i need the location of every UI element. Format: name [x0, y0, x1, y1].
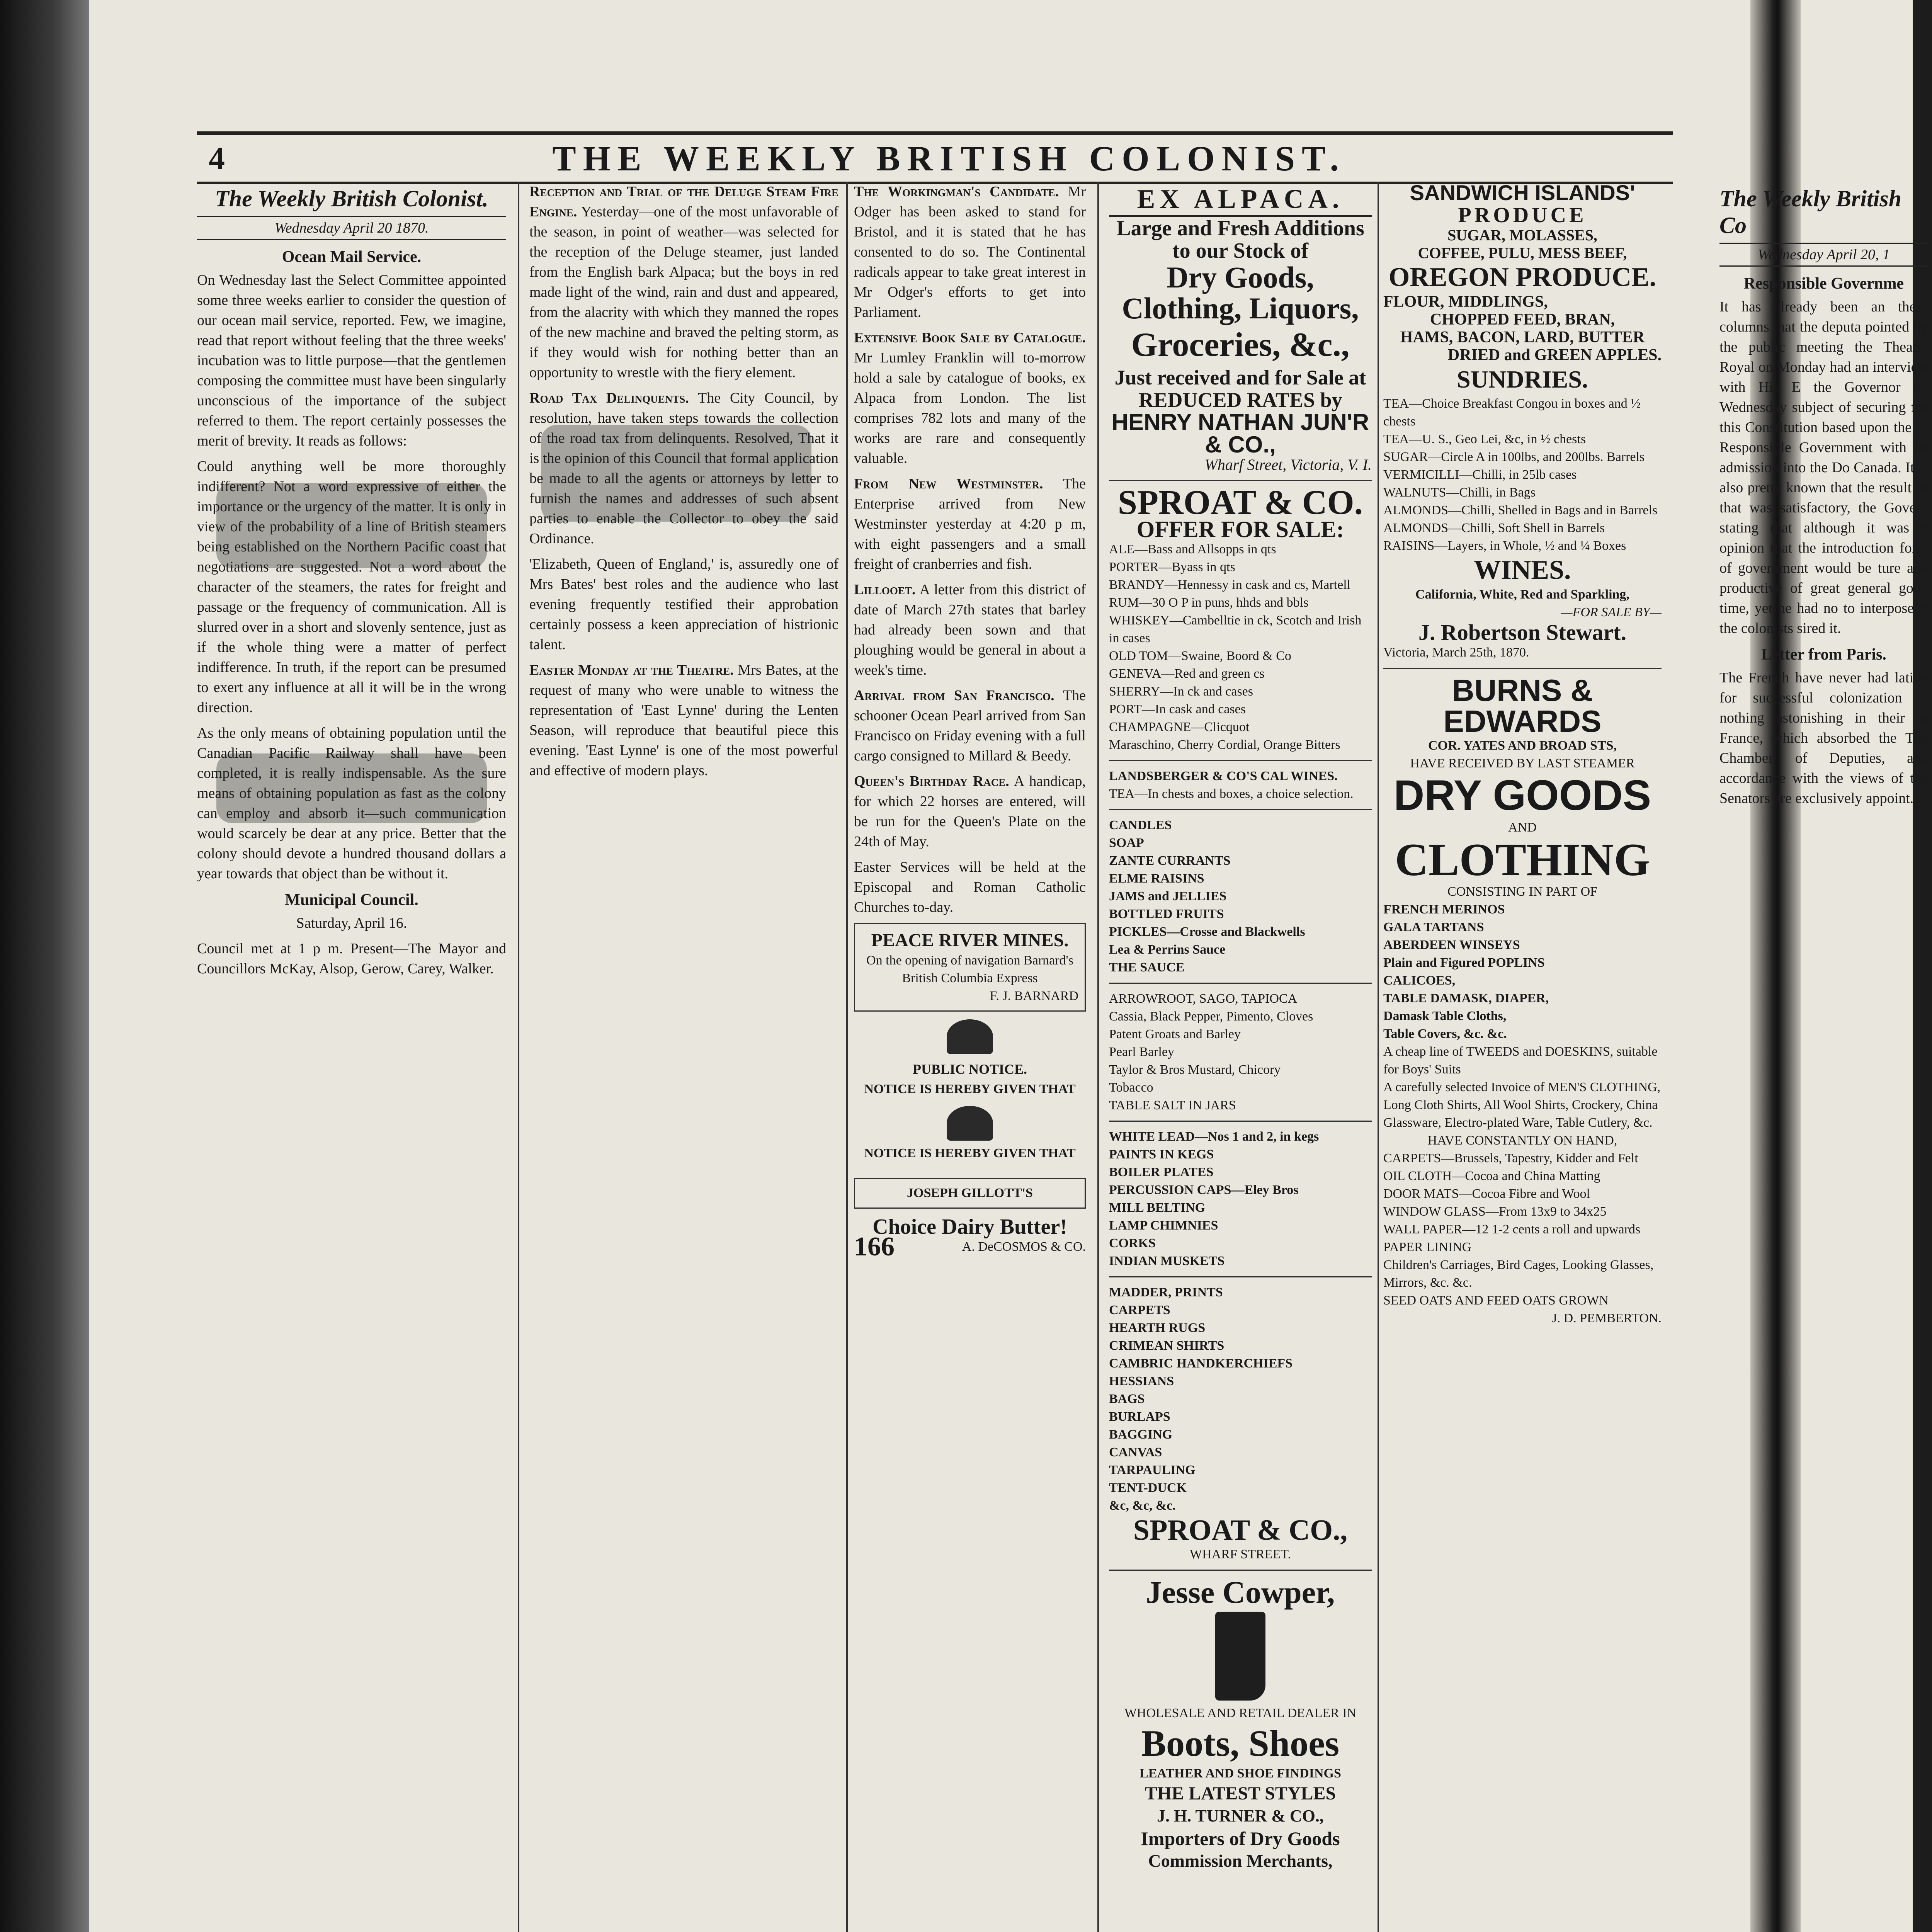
list-item: PICKLES—Crosse and Blackwells	[1109, 925, 1305, 939]
article-paragraph: The Enterprise arrived from New Westminster yesterday at 4:20 p m, with eight passengers and a small freight of cranberries and fish.	[854, 476, 1086, 572]
list-item: LAMP CHIMNIES	[1109, 1218, 1218, 1233]
article-date: Saturday, April 16.	[296, 915, 407, 931]
ad-line: SEED OATS AND FEED OATS GROWN	[1383, 1293, 1609, 1308]
article-heading: Arrival from San Francisco.	[854, 687, 1054, 704]
list-item: CANVAS	[1109, 1445, 1162, 1459]
list-item: PORT—In cask and cases	[1109, 702, 1246, 716]
article-paragraph: On Wednesday last the Select Committee appointed some three weeks earlier to consider the question of our ocean mail service, reported. Few, we imagine, read that report without feeling that the three weeks' incubation was to little purpose—that the gentlemen composing the committee must have been singularly unconscious of the importance of the subject referred to them. The report certainly possesses the merit of brevity. It reads as follows:	[197, 272, 506, 449]
boot-icon	[1215, 1612, 1265, 1701]
peace-river-ad	[854, 923, 1086, 1012]
list-item: BURLAPS	[1109, 1410, 1170, 1424]
article-paragraph: Mrs Bates, at the request of many who were unable to witness the representation of 'East Lynne' during the Lenten Season, will reproduce that beautiful piece this evening. 'East Lynne' is one of the most powerful and effective of modern plays.	[529, 662, 838, 779]
list-item: PORTER—Byass in qts	[1109, 560, 1235, 574]
article-paragraph: Yesterday—one of the most unfavorable of the season, in point of weather—was selected for the reception of the Deluge steamer, just landed from the English bark Alpaca; but the boys in red made light of the wind, rain and dust and appeared, from the alacrity with which they manned the ropes of the new machine and braved the pelting storm, as if they would wish for nothing better than an opportunity to wrestle with the fiery element.	[529, 204, 838, 381]
sproat-headline: SPROAT & CO.	[1117, 483, 1363, 522]
ad-subline: On the opening of navigation Barnard's British Columbia Express	[866, 953, 1073, 985]
list-item: Children's Carriages, Bird Cages, Looking Glasses, Mirrors, &c. &c.	[1383, 1258, 1654, 1290]
list-item: PAINTS IN KEGS	[1109, 1147, 1214, 1162]
ad-line: LANDSBERGER & CO'S CAL WINES.	[1109, 769, 1338, 783]
turner-headline: J. H. TURNER & CO.,	[1157, 1806, 1324, 1825]
article-heading: Extensive Book Sale by Catalogue.	[854, 330, 1086, 346]
merchant-address: Wharf Street, Victoria, V. I.	[1204, 456, 1372, 473]
ad-line: TEA—In chests and boxes, a choice selection.	[1109, 787, 1354, 801]
article-paragraph: Could anything well be more thoroughly indifferent? Not a word expressive of either the importance or the urgency of the matter. It is only in view of the probability of a line of British steamers being established on the Northern Pacific coast that negotiations are suggested. Not a word about the character of the steamers, the rates for freight and passage or the frequency of communication. All is slurred over in a short and slovenly sentence, just as if the whole thing were a matter of perfect indifference. In truth, if the report can be presumed to exert any influence at all it will be in the wrong direction.	[197, 458, 506, 716]
list-item: Lea & Perrins Sauce	[1109, 942, 1226, 957]
list-item: Table Covers, &c. &c.	[1383, 1027, 1507, 1041]
list-item: CRIMEAN SHIRTS	[1109, 1338, 1225, 1353]
ad-line: Groceries, &c.,	[1131, 326, 1350, 364]
royal-arms-icon	[947, 1106, 993, 1141]
list-item: Pearl Barley	[1109, 1045, 1174, 1059]
ad-line: HAMS, BACON, LARD, BUTTER	[1400, 328, 1645, 346]
list-item: TABLE SALT IN JARS	[1109, 1098, 1236, 1112]
list-item: BAGGING	[1109, 1427, 1173, 1442]
ad-line: PRODUCE	[1458, 203, 1587, 227]
article-paragraph: A letter from this district of date of March 27th states that barley had already been sown and that ploughing would be general in about a week's time.	[854, 582, 1086, 678]
list-item: GALA TARTANS	[1383, 920, 1484, 934]
list-item: ALE—Bass and Allsopps in qts	[1109, 542, 1276, 556]
issue-date: Wednesday April 20 1870.	[197, 216, 506, 240]
liquor-list	[1109, 541, 1372, 754]
ad-line: OFFER FOR SALE:	[1136, 517, 1344, 542]
boots-headline: Boots, Shoes	[1141, 1723, 1340, 1764]
gillott-ad	[854, 1178, 1086, 1209]
article-heading: Queen's Birthday Race.	[854, 773, 1009, 789]
list-item: TENT-DUCK	[1109, 1481, 1187, 1495]
list-item: ZANTE CURRANTS	[1109, 854, 1231, 868]
clothing-headline: CLOTHING	[1395, 834, 1650, 885]
list-item: SOAP	[1109, 836, 1144, 850]
burns-headline: BURNS & EDWARDS	[1443, 673, 1602, 738]
article-paragraph: It has already been an these columns that the deputa pointed by the public meeting the Theatre Royal on Monday had an interview with His E the Governor on Wednesday subject of securing for this Constitution based upon the of Responsible Government with its admission into the Do Canada. It is also pretty known that the result of that was satisfactory, the Govern stating that although it was n opinion that the introduction form of government would be ture and productive of great general good time, yet he had no to interpose if the colonists sired it.	[1719, 299, 1928, 636]
divider	[1109, 809, 1372, 810]
list-item: Cassia, Black Pepper, Pimento, Cloves	[1109, 1009, 1313, 1024]
notice-text: NOTICE IS HEREBY GIVEN THAT	[864, 1082, 1076, 1096]
list-item: CALICOES,	[1383, 973, 1456, 988]
article-paragraph: A handicap, for which 22 horses are entered, will be run for the Queen's Plate on the 24th of May.	[854, 773, 1086, 850]
merchant-name: J. Robertson Stewart.	[1418, 620, 1627, 645]
ink-smudge	[541, 425, 811, 522]
article-heading: Reception and Trial of the Deluge Steam Fire Engine.	[529, 184, 838, 220]
list-item: Patent Groats and Barley	[1109, 1027, 1241, 1041]
article-heading: Responsible Governme	[1743, 275, 1904, 293]
list-item: WHITE LEAD—Nos 1 and 2, in kegs	[1109, 1129, 1319, 1144]
list-item: TEA—U. S., Geo Lei, &c, in ½ chests	[1383, 432, 1586, 446]
ad-headline: PEACE RIVER MINES.	[871, 930, 1069, 951]
sundries-list	[1383, 395, 1662, 555]
list-item: TEA—Choice Breakfast Congou in boxes and ½ chests	[1383, 396, 1641, 429]
list-item: TARPAULING	[1109, 1463, 1196, 1477]
list-item: MILL BELTING	[1109, 1201, 1206, 1215]
column-next-page	[1719, 182, 1928, 1932]
list-item: RAISINS—Layers, in Whole, ½ and ¼ Boxes	[1383, 539, 1626, 553]
paper-name: The Weekly British Co	[1719, 186, 1902, 238]
list-item: WALNUTS—Chilli, in Bags	[1383, 485, 1536, 500]
list-item: BOTTLED FRUITS	[1109, 907, 1224, 921]
column-5	[1383, 182, 1662, 1932]
ad-line: SUGAR, MOLASSES,	[1447, 226, 1597, 244]
list-item: BAGS	[1109, 1392, 1145, 1406]
wines-headline: WINES.	[1474, 555, 1571, 585]
divider	[1109, 1276, 1372, 1277]
list-item: DOOR MATS—Cocoa Fibre and Wool	[1383, 1187, 1590, 1201]
drygoods-list	[1109, 1284, 1372, 1515]
column-rule	[518, 182, 519, 1932]
list-item: RUM—30 O P in puns, hhds and bbls	[1109, 595, 1309, 610]
newspaper-title: THE WEEKLY BRITISH COLONIST.	[552, 139, 1346, 178]
ad-line: Importers of Dry Goods	[1141, 1828, 1340, 1849]
list-item: MADDER, PRINTS	[1109, 1285, 1223, 1299]
ad-line: Just received and for Sale at REDUCED RATES by	[1114, 366, 1366, 412]
list-item: WINDOW GLASS—From 13x9 to 34x25	[1383, 1204, 1607, 1219]
burns-list	[1383, 901, 1662, 1043]
article-paragraph: The schooner Ocean Pearl arrived from San Francisco on Friday evening with a full cargo consigned to Millard & Beedy.	[854, 687, 1086, 764]
butter-headline: Choice Dairy Butter!	[872, 1215, 1067, 1239]
article-paragraph: Mr Odger has been asked to stand for Bristol, and it is stated that he has consented to do so. The Continental radicals appear to take great interest in Mr Odger's efforts to get into Parliament.	[854, 184, 1086, 320]
column-rule	[846, 182, 848, 1932]
column-rule	[1097, 182, 1099, 1932]
list-item: ALMONDS—Chilli, Shelled in Bags and in Barrels	[1383, 503, 1658, 517]
article-paragraph: The French have never had lation for successful colonization is nothing astonishing in their to France, which absorbed the The Chamber of Deputies, and accordance with the views of the Senators are exclusively appoint.	[1719, 670, 1928, 806]
ink-smudge	[216, 753, 487, 823]
oregon-headline: OREGON PRODUCE.	[1388, 262, 1656, 292]
column-rule	[1378, 182, 1379, 1932]
article-heading: Letter from Paris.	[1761, 646, 1886, 663]
article-paragraph: The City Council, by resolution, have taken steps towards the collection of the road tax from delinquents. Resolved, That it is the opinion of this Council that formal application be made to all the agents or attorneys by letter to furnish the names and addresses of such absent parties to enable the Collector to obey the said Ordinance.	[529, 390, 838, 547]
divider	[1109, 1570, 1372, 1571]
ad-line: Dry Goods, Clothing, Liquors,	[1122, 260, 1359, 325]
list-item: CHAMPAGNE—Clicquot	[1109, 720, 1250, 734]
list-item: Taylor & Bros Mustard, Chicory	[1109, 1063, 1281, 1077]
ad-line: CHOPPED FEED, BRAN,	[1430, 311, 1615, 328]
list-item: FRENCH MERINOS	[1383, 902, 1505, 917]
ad-line: THE LATEST STYLES	[1145, 1783, 1336, 1804]
article-paragraph: Easter Services will be held at the Episcopal and Roman Catholic Churches to-day.	[854, 859, 1086, 915]
article-heading: From New Westminster.	[854, 476, 1043, 492]
grocery-list	[1109, 816, 1372, 976]
list-item: Maraschino, Cherry Cordial, Orange Bitters	[1109, 738, 1340, 752]
divider	[1109, 983, 1372, 984]
list-item: OIL CLOTH—Cocoa and China Matting	[1383, 1169, 1600, 1183]
ad-line: —FOR SALE BY—	[1561, 605, 1662, 619]
article-paragraph: Mr Lumley Franklin will to-morrow hold a sale by catalogue of books, ex Alpaca from London. The list comprises 782 lots and many of the works are rare and consequently valuable.	[854, 350, 1086, 466]
ad-line: WHARF STREET.	[1190, 1547, 1291, 1561]
article-paragraph: 'Elizabeth, Queen of England,' is, assuredly one of Mrs Bates' best roles and the audience who last evening frequently testified their approbation certainly possess a keen appreciation of histrionic talent.	[529, 556, 838, 653]
list-item: PAPER LINING	[1383, 1240, 1472, 1254]
list-item: TABLE DAMASK, DIAPER,	[1383, 991, 1549, 1005]
list-item: THE SAUCE	[1109, 960, 1185, 975]
article-heading: The Workingman's Candidate.	[854, 184, 1059, 200]
starch-list	[1109, 990, 1372, 1114]
ad-dealer: A. DeCOSMOS & CO.	[962, 1240, 1086, 1254]
ad-signature: F. J. BARNARD	[990, 989, 1078, 1003]
paper-name: The Weekly British Colonist.	[215, 186, 488, 211]
ad-headline: SANDWICH ISLANDS'	[1410, 182, 1635, 205]
cowper-headline: Jesse Cowper,	[1146, 1575, 1335, 1610]
ad-signature: J. D. PEMBERTON.	[1552, 1311, 1662, 1325]
ad-line: California, White, Red and Sparkling,	[1415, 587, 1629, 602]
list-item: Damask Table Cloths,	[1383, 1009, 1507, 1023]
ad-date: Victoria, March 25th, 1870.	[1383, 645, 1529, 660]
list-item: ALMONDS—Chilli, Soft Shell in Barrels	[1383, 521, 1605, 535]
article-heading: Municipal Council.	[285, 891, 418, 909]
ad-line: LEATHER AND SHOE FINDINGS	[1139, 1766, 1341, 1781]
list-item: BRANDY—Hennessy in cask and cs, Martell	[1109, 578, 1351, 592]
list-item: CANDLES	[1109, 818, 1172, 832]
divider	[1383, 668, 1662, 669]
ad-headline: JOSEPH GILLOTT'S	[907, 1186, 1033, 1200]
list-item: OLD TOM—Swaine, Boord & Co	[1109, 649, 1291, 663]
list-item: WALL PAPER—12 1-2 cents a roll and upwards	[1383, 1222, 1641, 1236]
list-item: CARPETS	[1109, 1303, 1170, 1317]
list-item: ELME RAISINS	[1109, 871, 1204, 886]
dry-goods-headline: DRY GOODS	[1393, 772, 1651, 819]
article-paragraph: As the only means of obtaining population until the Canadian Pacific Railway shall have been completed, it is really indispensable. As the sure means of obtaining population as fast as the colony can employ and absorb it—such communication would scarcely be dear at any price. Better that the colony should devote a hundred thousand dollars a year towards that object than be without it.	[197, 725, 506, 882]
royal-arms-icon	[947, 1019, 993, 1054]
ad-line: COFFEE, PULU, MESS BEEF,	[1418, 244, 1627, 262]
list-item: Plain and Figured POPLINS	[1383, 956, 1545, 970]
list-item: Tobacco	[1109, 1080, 1153, 1095]
ad-line: DRIED and GREEN APPLES.	[1447, 346, 1662, 364]
divider	[1109, 480, 1372, 481]
column-1	[197, 182, 506, 1932]
column-4	[1109, 182, 1372, 1932]
ad-line: A carefully selected Invoice of MEN'S CLOTHING, Long Cloth Shirts, All Wool Shirts, Crockery, China Glassware, Electro-plated Ware, Table Cutlery, &c.	[1383, 1080, 1661, 1130]
list-item: GENEVA—Red and green cs	[1109, 667, 1265, 681]
masthead	[197, 131, 1673, 184]
list-item: HESSIANS	[1109, 1374, 1174, 1388]
divider	[1109, 760, 1372, 761]
article-heading: Easter Monday at the Theatre.	[529, 662, 734, 678]
list-item: CAMBRIC HANDKERCHIEFS	[1109, 1356, 1293, 1371]
column-3	[854, 182, 1086, 1932]
ad-line: A cheap line of TWEEDS and DOESKINS, suitable for Boys' Suits	[1383, 1044, 1658, 1077]
article-heading: Lillooet.	[854, 582, 916, 598]
issue-date: Wednesday April 20, 1	[1719, 243, 1928, 267]
hand-list	[1383, 1150, 1662, 1292]
list-item: &c, &c, &c.	[1109, 1498, 1176, 1513]
ad-line: Large and Fresh Additions to our Stock of	[1116, 216, 1364, 263]
list-item: ABERDEEN WINSEYS	[1383, 938, 1520, 952]
hardware-list	[1109, 1128, 1372, 1270]
article-heading: Road Tax Delinquents.	[529, 390, 689, 406]
list-item: PERCUSSION CAPS—Eley Bros	[1109, 1183, 1299, 1197]
list-item: SUGAR—Circle A in 100lbs, and 200lbs. Barrels	[1383, 450, 1645, 464]
list-item: HEARTH RUGS	[1109, 1321, 1206, 1335]
list-item: JAMS and JELLIES	[1109, 889, 1227, 903]
list-item: WHISKEY—Cambelltie in ck, Scotch and Irish in cases	[1109, 613, 1362, 645]
ad-line: HAVE RECEIVED BY LAST STEAMER	[1410, 756, 1635, 770]
ad-headline: EX ALPACA.	[1109, 182, 1372, 217]
divider	[1109, 1121, 1372, 1122]
article-paragraph: Council met at 1 p m. Present—The Mayor and Councillors McKay, Alsop, Gerow, Carey, Walker.	[197, 940, 506, 977]
ad-line: HAVE CONSTANTLY ON HAND,	[1427, 1133, 1617, 1148]
list-item: VERMICILLI—Chilli, in 25lb cases	[1383, 468, 1577, 482]
ad-line: COR. YATES AND BROAD STS,	[1428, 738, 1617, 753]
ink-smudge	[216, 483, 487, 568]
notice-text: NOTICE IS HEREBY GIVEN THAT	[864, 1146, 1076, 1160]
ad-line: Commission Merchants,	[1148, 1851, 1333, 1871]
list-item: INDIAN MUSKETS	[1109, 1254, 1225, 1268]
list-item: BOILER PLATES	[1109, 1165, 1214, 1179]
ad-line: FLOUR, MIDDLINGS,	[1383, 293, 1548, 311]
notice-heading: PUBLIC NOTICE.	[912, 1061, 1027, 1077]
list-item: CORKS	[1109, 1236, 1156, 1250]
list-item: ARROWROOT, SAGO, TAPIOCA	[1109, 992, 1298, 1006]
ad-line: WHOLESALE AND RETAIL DEALER IN	[1124, 1706, 1357, 1720]
merchant-name: HENRY NATHAN JUN'R & CO.,	[1111, 409, 1369, 457]
sproat-footer: SPROAT & CO.,	[1133, 1514, 1348, 1546]
article-heading: Ocean Mail Service.	[282, 248, 422, 266]
sundries-headline: SUNDRIES.	[1457, 366, 1588, 393]
list-item: SHERRY—In ck and cases	[1109, 684, 1253, 699]
ad-line: CONSISTING IN PART OF	[1447, 884, 1598, 899]
book-binding-left	[0, 0, 89, 1932]
ad-number: 166	[854, 1232, 895, 1262]
page-number: 4	[209, 140, 225, 177]
ad-line: AND	[1508, 820, 1537, 835]
list-item: CARPETS—Brussels, Tapestry, Kidder and Felt	[1383, 1151, 1638, 1165]
